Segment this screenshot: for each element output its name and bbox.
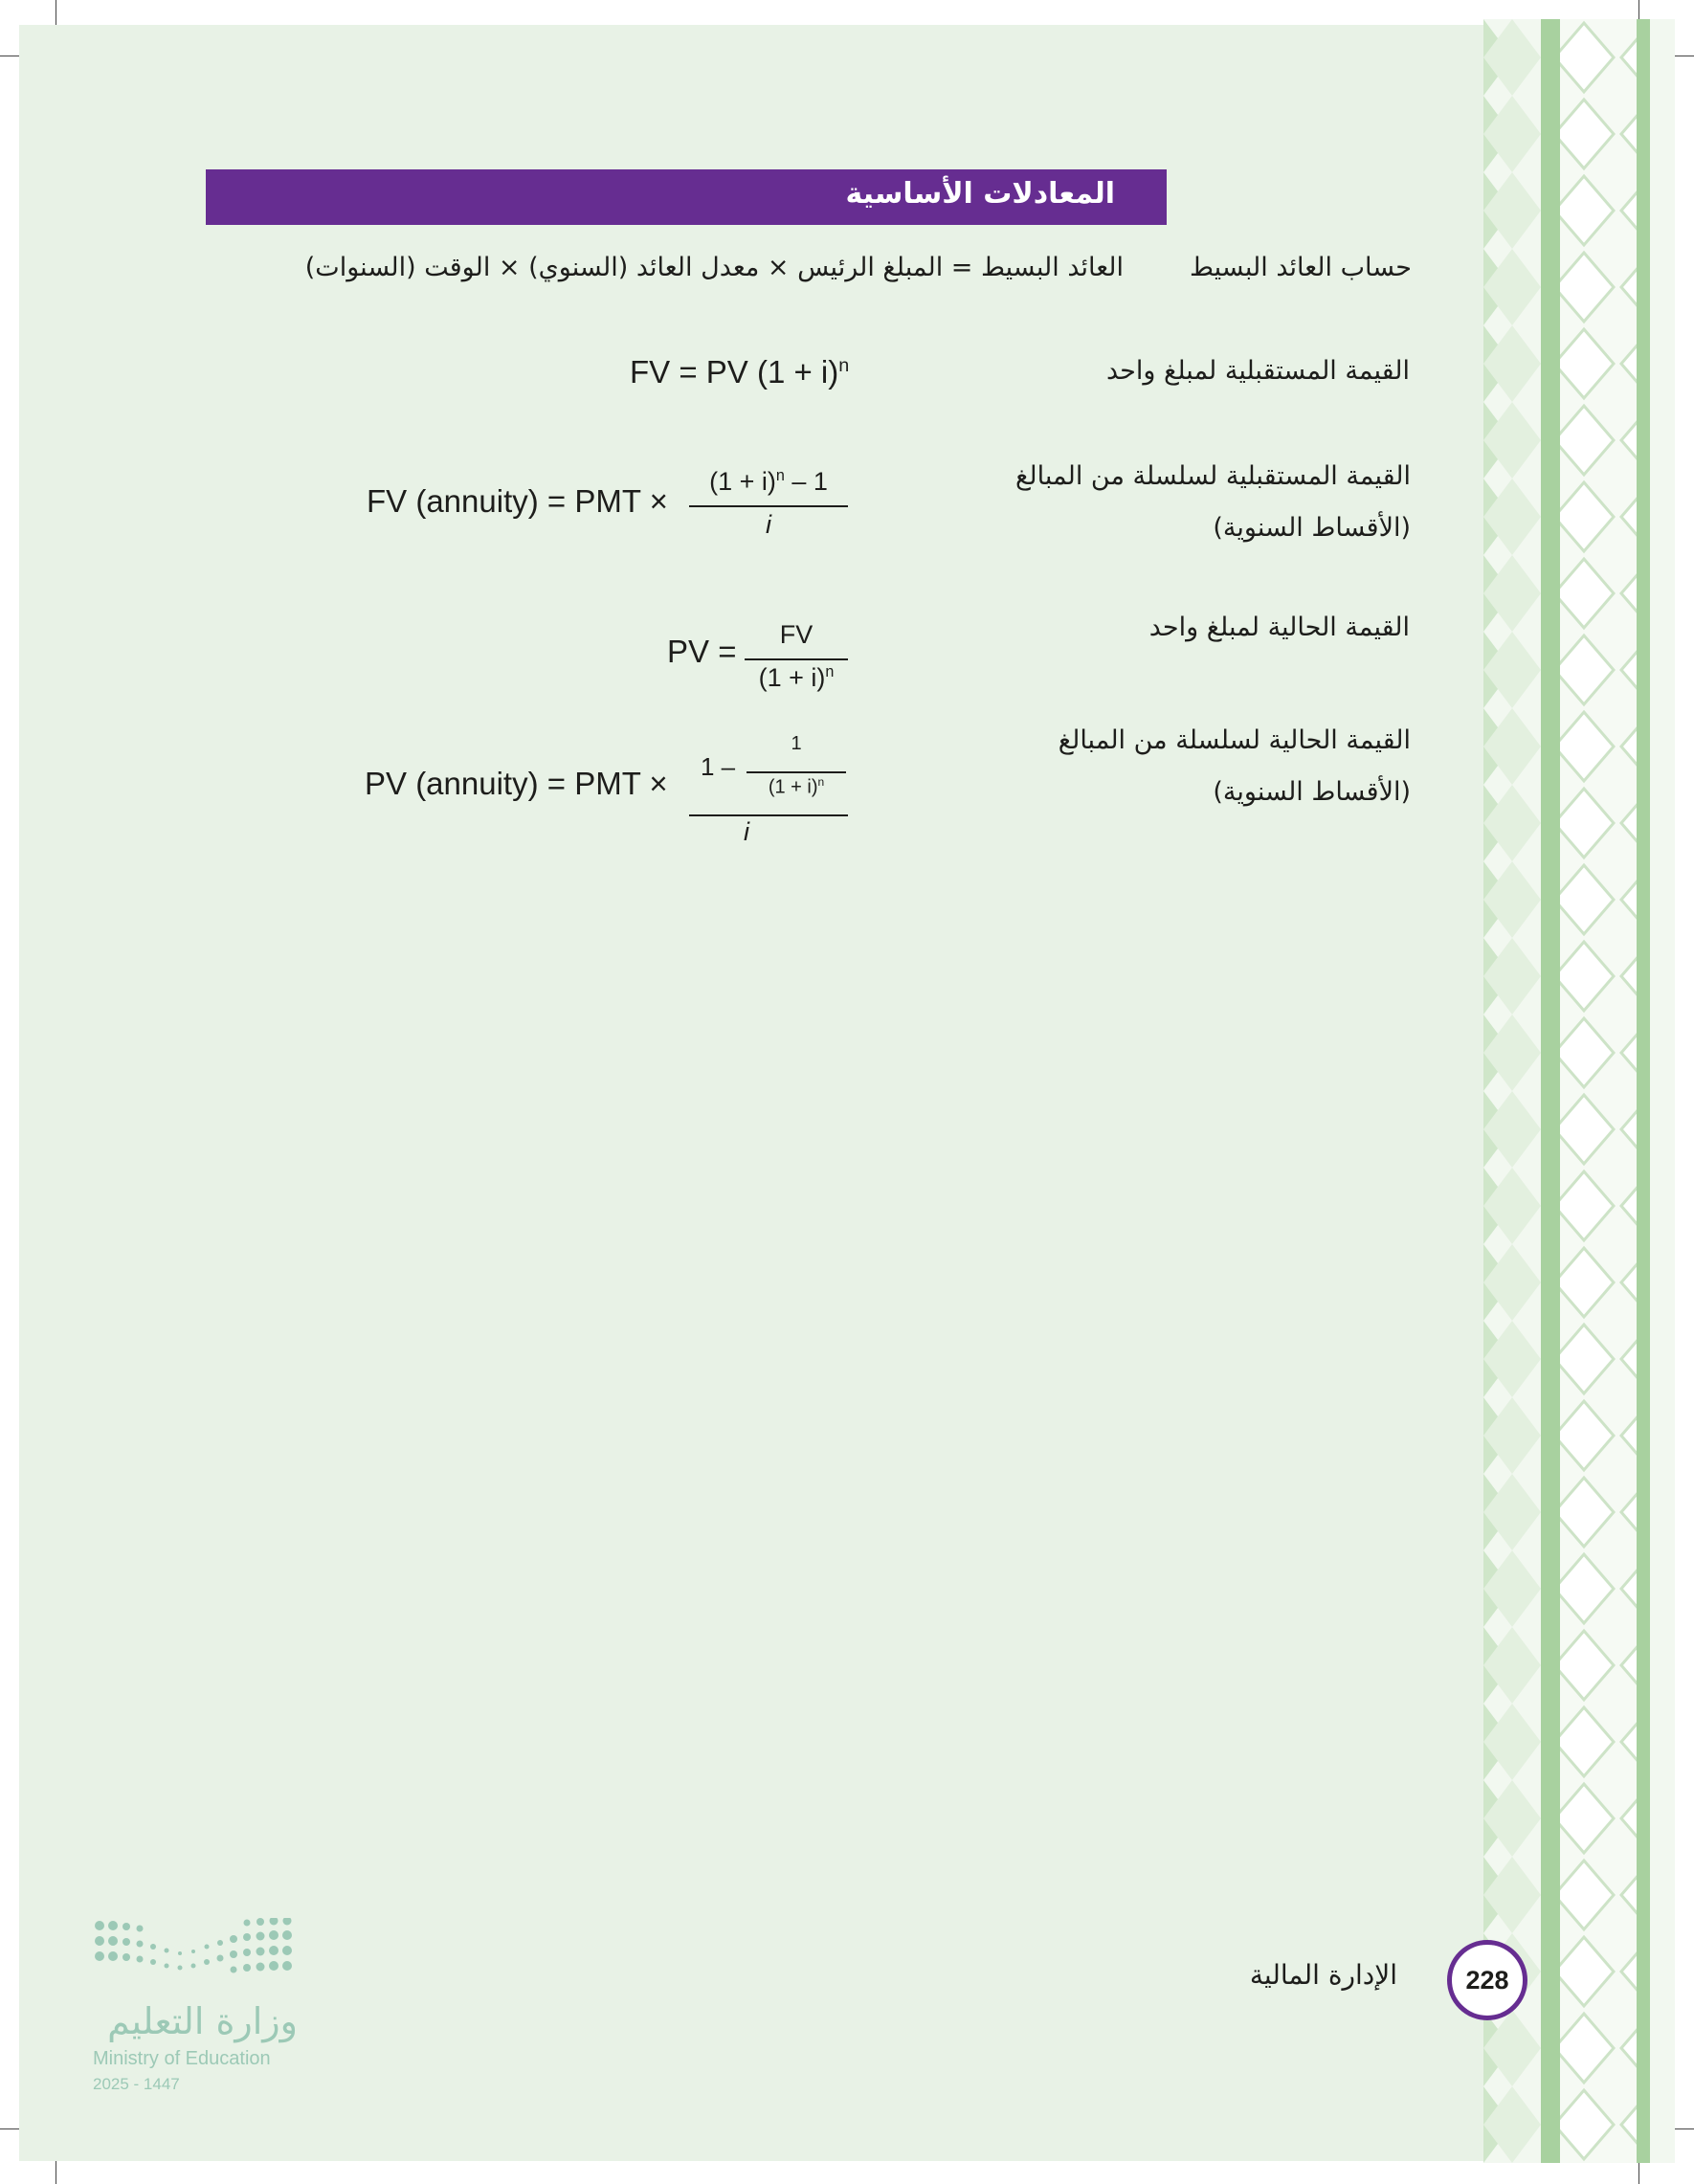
section-header — [206, 169, 1167, 225]
section-title: المعادلات الأساسية — [845, 177, 1115, 211]
pv-single-den-base: (1 + i) — [758, 663, 826, 692]
fv-single-formula — [630, 354, 849, 390]
pv-single-label: القيمة الحالية لمبلغ واحد — [1148, 613, 1410, 642]
ministry-logo-year: 2025 - 1447 — [93, 2075, 180, 2093]
pv-single-fraction — [745, 620, 848, 697]
pv-annuity-lhs: PV (annuity) = PMT × — [365, 766, 668, 801]
pv-single-den-exp: n — [825, 663, 835, 680]
fv-single-exponent: n — [838, 355, 850, 376]
decorative-border — [1483, 19, 1675, 2163]
ministry-logo-arabic: وزارة التعليم — [107, 2000, 298, 2042]
pv-annuity-inner-lead: 1 – — [701, 752, 736, 781]
fv-annuity-numerator — [689, 467, 848, 497]
pv-single-denominator — [745, 663, 848, 693]
pv-annuity-label-line2: (الأقساط السنوية) — [1213, 777, 1411, 807]
fv-annuity-num-base: (1 + i) — [709, 467, 776, 496]
pv-annuity-label-line1: القيمة الحالية لسلسلة من المبالغ — [1058, 725, 1411, 755]
pv-annuity-inner-denominator — [747, 775, 846, 799]
ministry-logo-english: Ministry of Education — [93, 2048, 271, 2069]
fv-annuity-fraction — [689, 467, 848, 544]
fraction-bar — [745, 658, 848, 660]
footer-section-title: الإدارة المالية — [1249, 1959, 1397, 1991]
page-background — [19, 25, 1483, 2161]
pv-single-numerator: FV — [779, 620, 814, 649]
fv-annuity-num-exp: n — [775, 467, 785, 484]
fv-single-label: القيمة المستقبلية لمبلغ واحد — [1106, 356, 1410, 386]
ministry-logo-dots-icon — [92, 1918, 302, 1989]
fv-annuity-denominator: i — [766, 510, 771, 539]
fv-annuity-label-line2: (الأقساط السنوية) — [1213, 513, 1411, 543]
fraction-bar — [689, 505, 848, 507]
inner-fraction-bar — [747, 771, 846, 773]
fv-annuity-num-tail: – 1 — [784, 467, 828, 496]
pv-annuity-fraction — [689, 733, 848, 848]
pv-single-lhs: PV = — [667, 634, 737, 669]
fv-single-formula-text: FV = PV (1 + i) — [630, 354, 839, 390]
pv-annuity-inner-den-exp: n — [817, 775, 825, 789]
simple-interest-label: حساب العائد البسيط — [1190, 253, 1412, 282]
pv-annuity-denominator: i — [744, 817, 749, 846]
simple-interest-formula: العائد البسيط = المبلغ الرئيس × معدل العائد (السنوي) × الوقت (السنوات) — [304, 253, 1124, 282]
fraction-bar — [689, 814, 848, 816]
page-number: 228 — [1447, 1940, 1527, 2020]
pv-annuity-inner-numerator: 1 — [791, 733, 802, 754]
fv-annuity-lhs: FV (annuity) = PMT × — [367, 483, 668, 519]
pv-annuity-inner-den-base: (1 + i) — [768, 776, 818, 798]
fv-annuity-label-line1: القيمة المستقبلية لسلسلة من المبالغ — [1015, 461, 1411, 491]
